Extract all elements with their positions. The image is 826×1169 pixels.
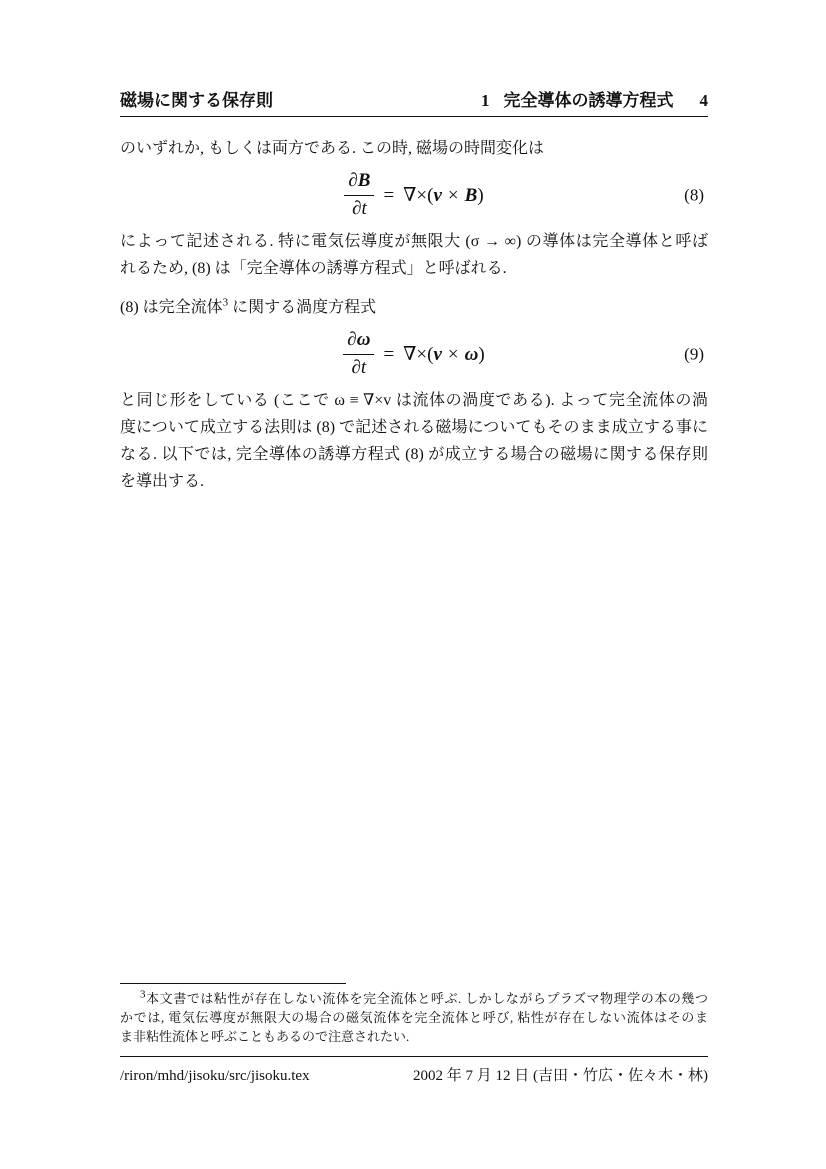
curl-operator: ∇×( xyxy=(403,343,434,365)
vector-omega: ω xyxy=(356,328,371,350)
footnote-rule xyxy=(120,983,346,984)
curl-operator: ∇×( xyxy=(403,184,434,206)
vector-v: v xyxy=(433,343,442,365)
fraction-numerator xyxy=(343,330,374,355)
cross-product-sign: × xyxy=(447,184,459,206)
header-section-number: 1 xyxy=(481,91,490,110)
equation-9-tag: (9) xyxy=(684,344,704,364)
paragraph-3-text: (8) は完全流体 xyxy=(120,299,223,316)
vector-B: B xyxy=(464,184,478,206)
footnote-line-2: かでは, 電気伝導度が無限大の場合の磁気流体を完全流体と呼び, 粘性が存在しない流体はそのま xyxy=(120,1010,708,1025)
fraction-domega-dt xyxy=(343,330,374,379)
paragraph-2-line-1: によって記述される. 特に電気伝導度が無限大 (σ → ∞) の導体は完全導体と呼ば xyxy=(120,233,708,250)
equation-9-content xyxy=(343,330,484,379)
footnote xyxy=(120,983,708,1046)
equation-8-tag: (8) xyxy=(684,185,704,205)
fraction-numerator xyxy=(344,171,374,196)
footer-file-path: /riron/mhd/jisoku/src/jisoku.tex xyxy=(120,1068,310,1084)
page-header xyxy=(120,86,708,117)
fraction-dB-dt xyxy=(344,171,374,220)
fraction-denominator: ∂t xyxy=(351,356,367,378)
partial-symbol: ∂ xyxy=(347,328,357,350)
header-section xyxy=(481,86,708,111)
page-footer xyxy=(120,1056,708,1085)
equation-8-content xyxy=(344,171,483,220)
footnote-text: 本文書では粘性が存在しない流体を完全流体と呼ぶ. しかしながらプラズマ物理学の本の幾つ xyxy=(145,991,708,1006)
partial-symbol: ∂ xyxy=(348,169,358,191)
equation-8 xyxy=(120,166,708,224)
equals-sign: = xyxy=(383,184,395,206)
footnote-line-3: ま非粘性流体と呼ぶこともあるので注意されたい. xyxy=(120,1029,410,1044)
equals-sign: = xyxy=(383,343,395,365)
body-text xyxy=(120,135,708,495)
header-section-title: 完全導体の誘導方程式 xyxy=(503,91,674,110)
footnote-marker: 3 xyxy=(140,988,146,1001)
paragraph-3 xyxy=(120,294,708,321)
vector-omega: ω xyxy=(464,343,479,365)
paragraph-4-line-3: なる. 以下では, 完全導体の誘導方程式 (8) が成立する場合の磁場に関する保存則 xyxy=(120,446,708,463)
cross-product-sign: × xyxy=(447,343,459,365)
vector-v: v xyxy=(433,184,442,206)
header-page-number: 4 xyxy=(699,91,708,110)
paragraph-4-line-2: 度について成立する法則は (8) で記述される磁場についてもそのまま成立する事に xyxy=(120,419,708,436)
footnote-line-1 xyxy=(120,989,708,1008)
header-left-title: 磁場に関する保存則 xyxy=(120,91,273,110)
equation-9 xyxy=(120,325,708,383)
paragraph-4-line-1: と同じ形をしている (ここで ω ≡ ∇×v は流体の渦度である). よって完全流体の渦 xyxy=(120,392,708,409)
paragraph-3-text: に関する渦度方程式 xyxy=(228,299,377,316)
paragraph-4-line-4: を導出する. xyxy=(120,473,205,490)
closing-paren: ) xyxy=(478,343,485,365)
vector-B: B xyxy=(357,169,371,191)
paragraph-1: のいずれか, もしくは両方である. この時, 磁場の時間変化は xyxy=(120,140,545,157)
paragraph-2-line-2: れるため, (8) は「完全導体の誘導方程式」と呼ばれる. xyxy=(120,260,507,277)
footer-date-authors: 2002 年 7 月 12 日 (吉田・竹広・佐々木・林) xyxy=(413,1068,708,1084)
fraction-denominator: ∂t xyxy=(352,197,367,219)
closing-paren: ) xyxy=(477,184,484,206)
footnote-reference-3: 3 xyxy=(222,296,229,309)
